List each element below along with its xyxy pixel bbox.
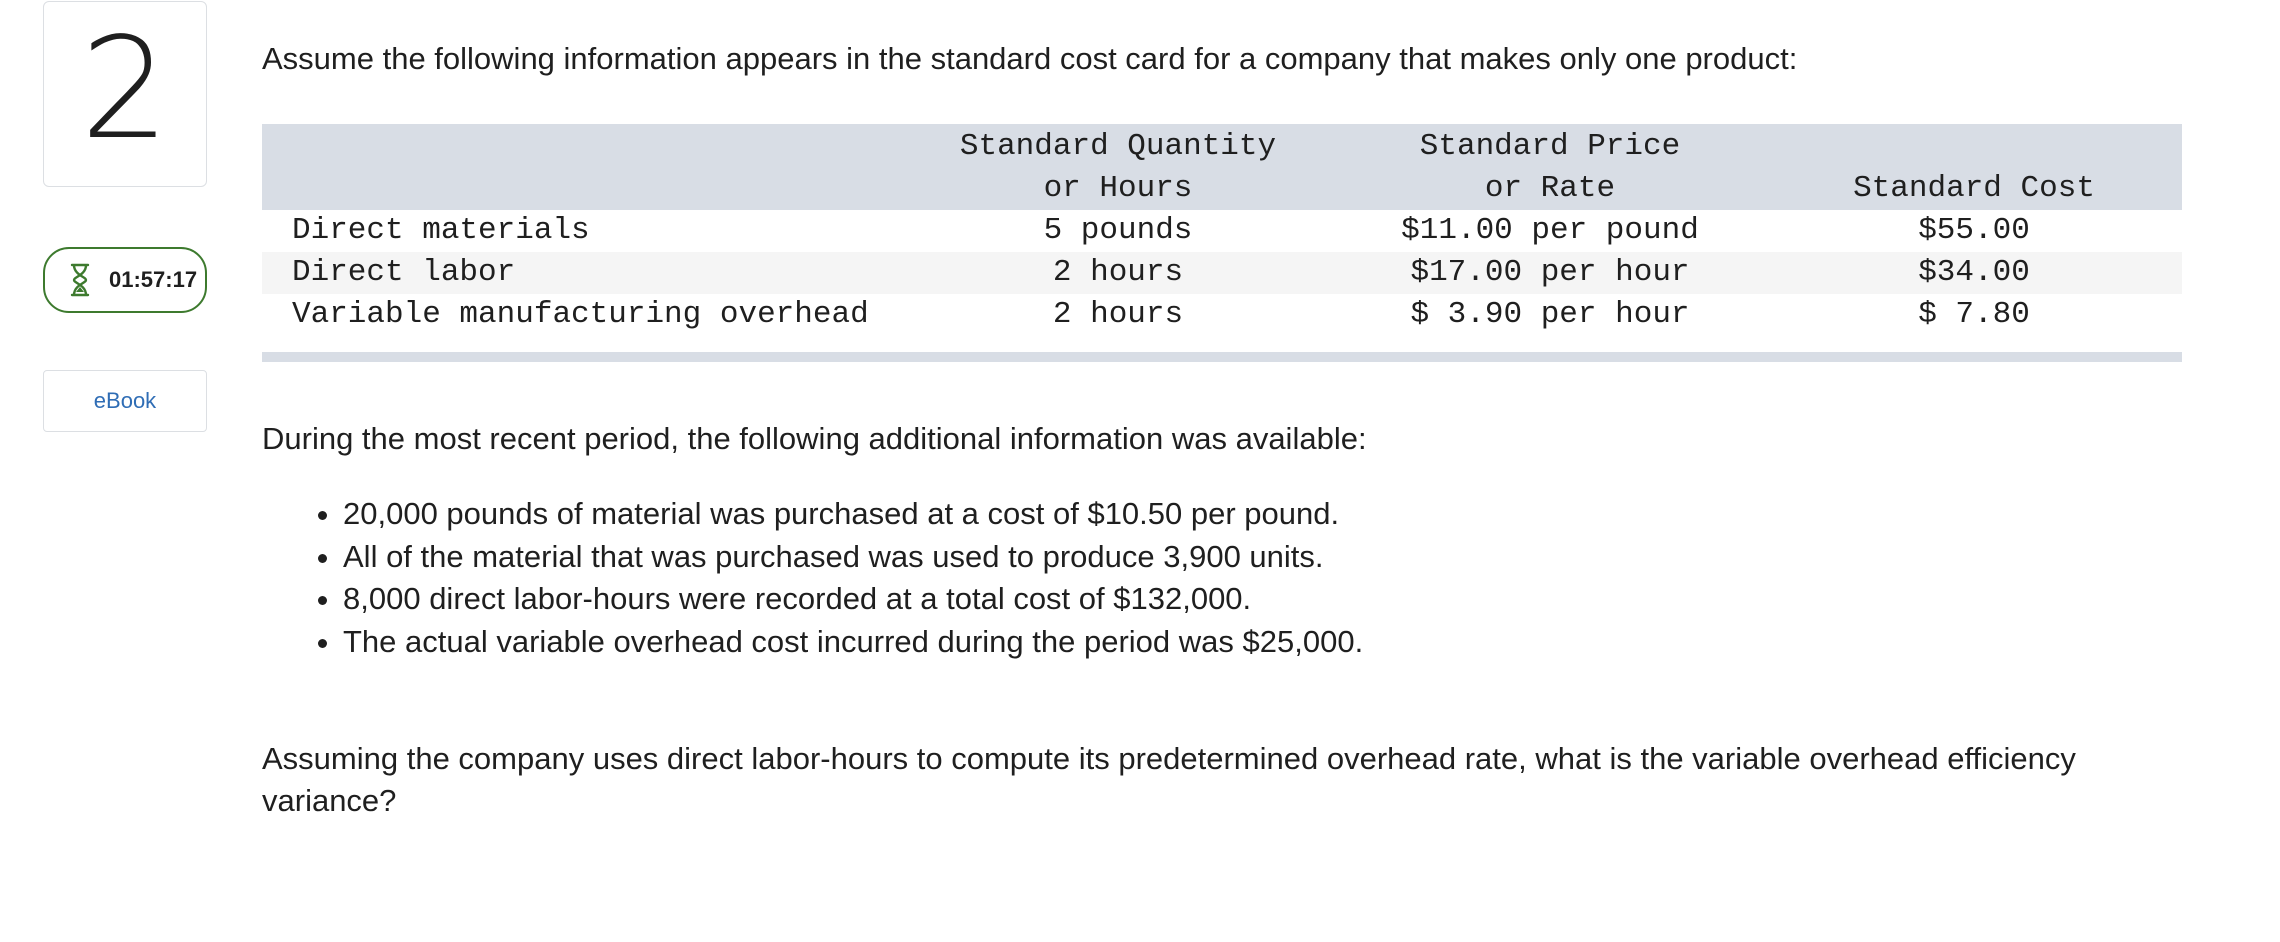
row-price — [1334, 210, 1766, 252]
standard-cost-table — [262, 124, 2182, 336]
row-cost: $34.00 — [1766, 252, 2182, 294]
hourglass-icon — [69, 263, 91, 297]
question-number: 2 — [80, 8, 170, 171]
row-cost: $55.00 — [1918, 213, 2030, 248]
header-cost: Standard Cost — [1766, 168, 2182, 210]
quantity-number: 2 — [1052, 255, 1072, 290]
row-quantity — [902, 294, 1334, 336]
quantity-unit: hours — [1090, 255, 1184, 290]
header-cost-spacer — [1766, 124, 2182, 168]
row-label: Direct materials — [292, 213, 590, 248]
price-number: $ 3.90 — [1410, 297, 1523, 332]
header-quantity-line1: Standard Quantity — [902, 124, 1334, 168]
quantity-unit: pounds — [1080, 213, 1193, 248]
price-number: $17.00 — [1410, 255, 1523, 290]
row-cost: $ 7.80 — [1918, 297, 2030, 332]
question-prompt: Assuming the company uses direct labor-hours to compute its predetermined overhead rate, what is the variable overhead efficiency variance? — [262, 741, 2076, 818]
row-quantity — [902, 252, 1334, 294]
table-row — [262, 210, 2182, 252]
header-quantity-line2: or Hours — [902, 168, 1334, 210]
row-price — [1334, 294, 1766, 336]
quantity-unit: hours — [1090, 297, 1184, 332]
list-item: • The actual variable overhead cost incurred during the period was $25,000. — [343, 621, 1363, 664]
table-header-row — [262, 124, 2182, 168]
timer-badge[interactable] — [43, 247, 207, 313]
list-item: • 8,000 direct labor-hours were recorded at a total cost of $132,000. — [343, 578, 1363, 621]
additional-info-list — [262, 493, 1363, 663]
list-item: • All of the material that was purchased was used to produce 3,900 units. — [343, 536, 1363, 579]
header-label-spacer — [262, 168, 902, 210]
header-price-line1: Standard Price — [1334, 124, 1766, 168]
row-quantity — [902, 210, 1334, 252]
price-number: $11.00 — [1401, 213, 1513, 248]
header-price-line2: or Rate — [1334, 168, 1766, 210]
quantity-number: 5 — [1043, 213, 1063, 248]
price-unit: per pound — [1531, 213, 1699, 248]
row-label: Direct labor — [262, 252, 902, 294]
table-header-row — [262, 168, 2182, 210]
header-label — [262, 124, 902, 168]
question-number-box — [43, 1, 207, 187]
table-row — [262, 294, 2182, 336]
row-label: Variable manufacturing overhead — [292, 297, 869, 332]
timer-value: 01:57:17 — [109, 267, 198, 292]
intro-text: Assume the following information appears in the standard cost card for a company that makes only one product: — [262, 41, 1798, 76]
table-row — [262, 252, 2182, 294]
price-unit: per hour — [1540, 297, 1690, 332]
quantity-number: 2 — [1052, 297, 1072, 332]
row-price — [1334, 252, 1766, 294]
table-bottom-divider — [262, 352, 2182, 362]
price-unit: per hour — [1540, 255, 1690, 290]
ebook-button[interactable]: eBook — [43, 370, 207, 432]
list-item: • 20,000 pounds of material was purchased at a cost of $10.50 per pound. — [343, 493, 1363, 536]
additional-info-intro: During the most recent period, the following additional information was available: — [262, 421, 1367, 456]
